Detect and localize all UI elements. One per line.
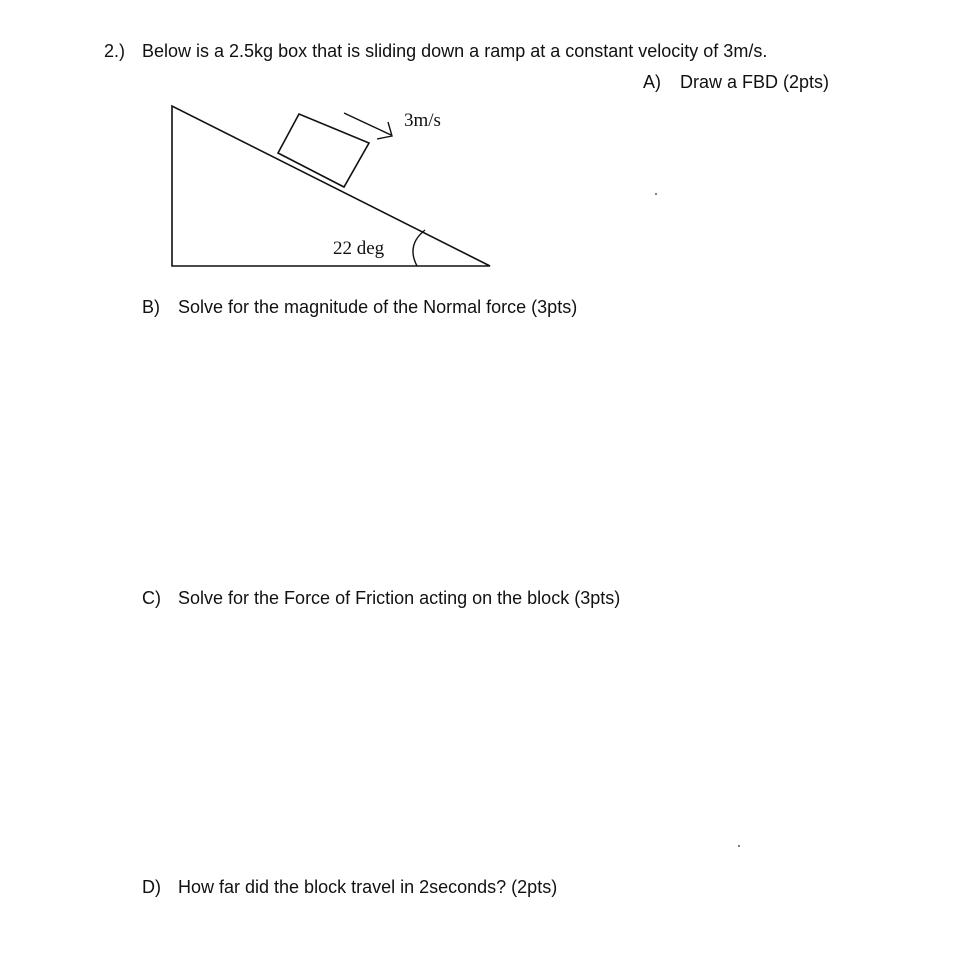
- part-c-letter: C): [142, 588, 161, 608]
- sliding-box: [278, 114, 369, 187]
- angle-label: 22 deg: [333, 238, 385, 259]
- angle-arc: [413, 230, 425, 266]
- question-number: 2.): [104, 41, 126, 61]
- part-c-prompt: Solve for the Force of Friction acting on the block (3pts): [178, 588, 621, 608]
- ramp-triangle: [172, 106, 490, 266]
- velocity-label: 3m/s: [404, 110, 441, 131]
- part-b-prompt: Solve for the magnitude of the Normal force (3pts): [178, 297, 578, 317]
- scan-speck: [655, 193, 657, 195]
- part-a-prompt: Draw a FBD (2pts): [680, 72, 830, 92]
- part-d-letter: D): [142, 877, 161, 897]
- part-b-letter: B): [142, 297, 160, 317]
- question-prompt: Below is a 2.5kg box that is sliding down a ramp at a constant velocity of 3m/s.: [142, 41, 768, 61]
- scan-speck: [738, 845, 740, 847]
- part-a-letter: A): [643, 72, 661, 92]
- part-d-prompt: How far did the block travel in 2seconds? (2pts): [178, 877, 558, 897]
